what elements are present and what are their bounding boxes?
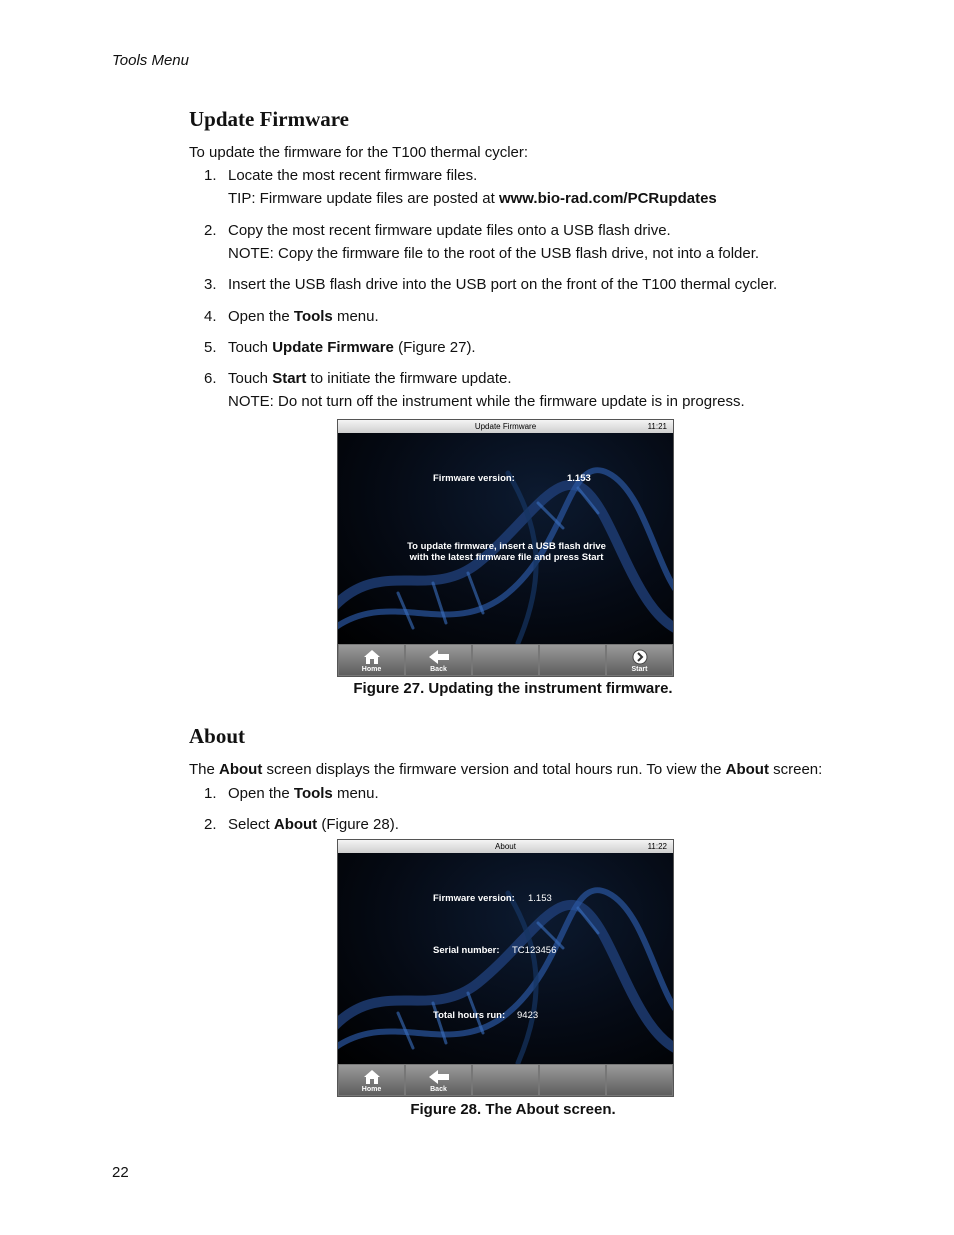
firmware-version-value: 1.153 [567,473,591,484]
step-5 [204,336,854,359]
screen-body [338,433,673,645]
about-intro-mid: screen displays the firmware version and total hours run. To view the [262,761,726,778]
step-text: Copy the most recent firmware update files onto a USB flash drive. [228,222,671,239]
step-text-post: to initiate the firmware update. [306,370,512,387]
screen-nav-bar [338,1064,673,1096]
about-intro-bold-1: About [219,761,263,778]
screen-title-bar [338,420,673,434]
step-number: 4. [204,308,217,325]
total-hours-value: 9423 [517,1010,539,1021]
back-button[interactable] [405,1064,472,1096]
step-3 [204,273,854,296]
screen-title: Update Firmware [474,422,537,431]
back-button-label: Back [430,1086,447,1093]
empty-button-3 [606,1064,673,1096]
step-text-post: menu. [332,785,379,802]
screen-nav-bar [338,644,673,676]
dna-helix-background [338,853,674,1065]
about-intro-post: screen: [768,761,823,778]
running-head: Tools Menu [112,52,189,69]
step-text: Open the [228,308,294,325]
tip-text: TIP: Firmware update files are posted at [228,190,499,207]
back-arrow-icon [428,1069,450,1085]
serial-number-value: TC123456 [512,945,557,956]
start-button[interactable] [606,644,673,676]
about-intro-pre: The [189,761,220,778]
screen-body [338,853,673,1065]
update-message-line2: with the latest firmware file and press Start [409,552,604,563]
step-6 [204,367,854,413]
step-number: 1. [204,167,217,184]
step-1 [204,164,854,210]
step-text-post: (Figure 27). [393,339,476,356]
step-text: Select [228,816,274,833]
section-heading-about: About [189,724,246,748]
empty-button-2 [539,1064,606,1096]
step-4 [204,305,854,328]
step-text-post: (Figure 28). [317,816,399,833]
screen-clock: 11:22 [647,842,667,851]
step-bold: Tools [293,785,333,802]
step-number: 6. [204,370,217,387]
note-text: NOTE: Copy the firmware file to the root of the USB flash drive, not into a folder. [228,245,760,262]
step-text: Touch [228,370,273,387]
about-intro-bold-2: About [725,761,769,778]
back-button[interactable] [405,644,472,676]
section-heading-update-firmware: Update Firmware [189,107,349,131]
step-bold: Update Firmware [272,339,394,356]
about-screen [337,839,674,1097]
home-button[interactable] [338,644,405,676]
about-step-1 [204,782,854,805]
empty-button-2 [539,644,606,676]
firmware-version-label: Firmware version: [433,473,515,484]
back-button-label: Back [430,666,447,673]
start-icon [632,649,648,665]
screen-title-bar [338,840,673,854]
step-text: Locate the most recent firmware files. [228,167,478,184]
home-button-label: Home [361,1086,382,1093]
step-number: 3. [204,276,217,293]
tip-url: www.bio-rad.com/PCRupdates [498,190,717,207]
update-firmware-screen [337,419,674,677]
step-bold: Tools [293,308,333,325]
step-bold: About [273,816,318,833]
page-number: 22 [112,1164,129,1181]
step-text: Touch [228,339,273,356]
step-number: 2. [204,816,217,833]
update-firmware-intro: To update the firmware for the T100 thermal cycler: [189,144,529,161]
start-button-label: Start [631,666,648,673]
figure-27-caption: Figure 27. Updating the instrument firmware. [353,680,673,697]
screen-title: About [495,842,516,851]
update-message-line1: To update firmware, insert a USB flash drive [407,541,606,552]
serial-number-label: Serial number: [433,945,500,956]
empty-button-1 [472,644,539,676]
step-bold: Start [272,370,307,387]
step-2 [204,219,854,265]
home-icon [362,649,382,665]
about-intro [189,761,822,778]
step-number: 1. [204,785,217,802]
about-step-2 [204,813,854,836]
note-text: NOTE: Do not turn off the instrument while the firmware update is in progress. [228,393,745,410]
step-text: Open the [228,785,294,802]
dna-helix-background [338,433,674,645]
firmware-version-value: 1.153 [528,893,552,904]
step-number: 5. [204,339,217,356]
home-button-label: Home [361,666,382,673]
total-hours-label: Total hours run: [433,1010,506,1021]
home-button[interactable] [338,1064,405,1096]
home-icon [362,1069,382,1085]
back-arrow-icon [428,649,450,665]
step-text-post: menu. [332,308,379,325]
firmware-version-label: Firmware version: [433,893,515,904]
screen-clock: 11:21 [647,422,667,431]
step-text: Insert the USB flash drive into the USB port on the front of the T100 thermal cycler. [228,276,778,293]
figure-28-caption: Figure 28. The About screen. [410,1101,616,1118]
empty-button-1 [472,1064,539,1096]
step-number: 2. [204,222,217,239]
